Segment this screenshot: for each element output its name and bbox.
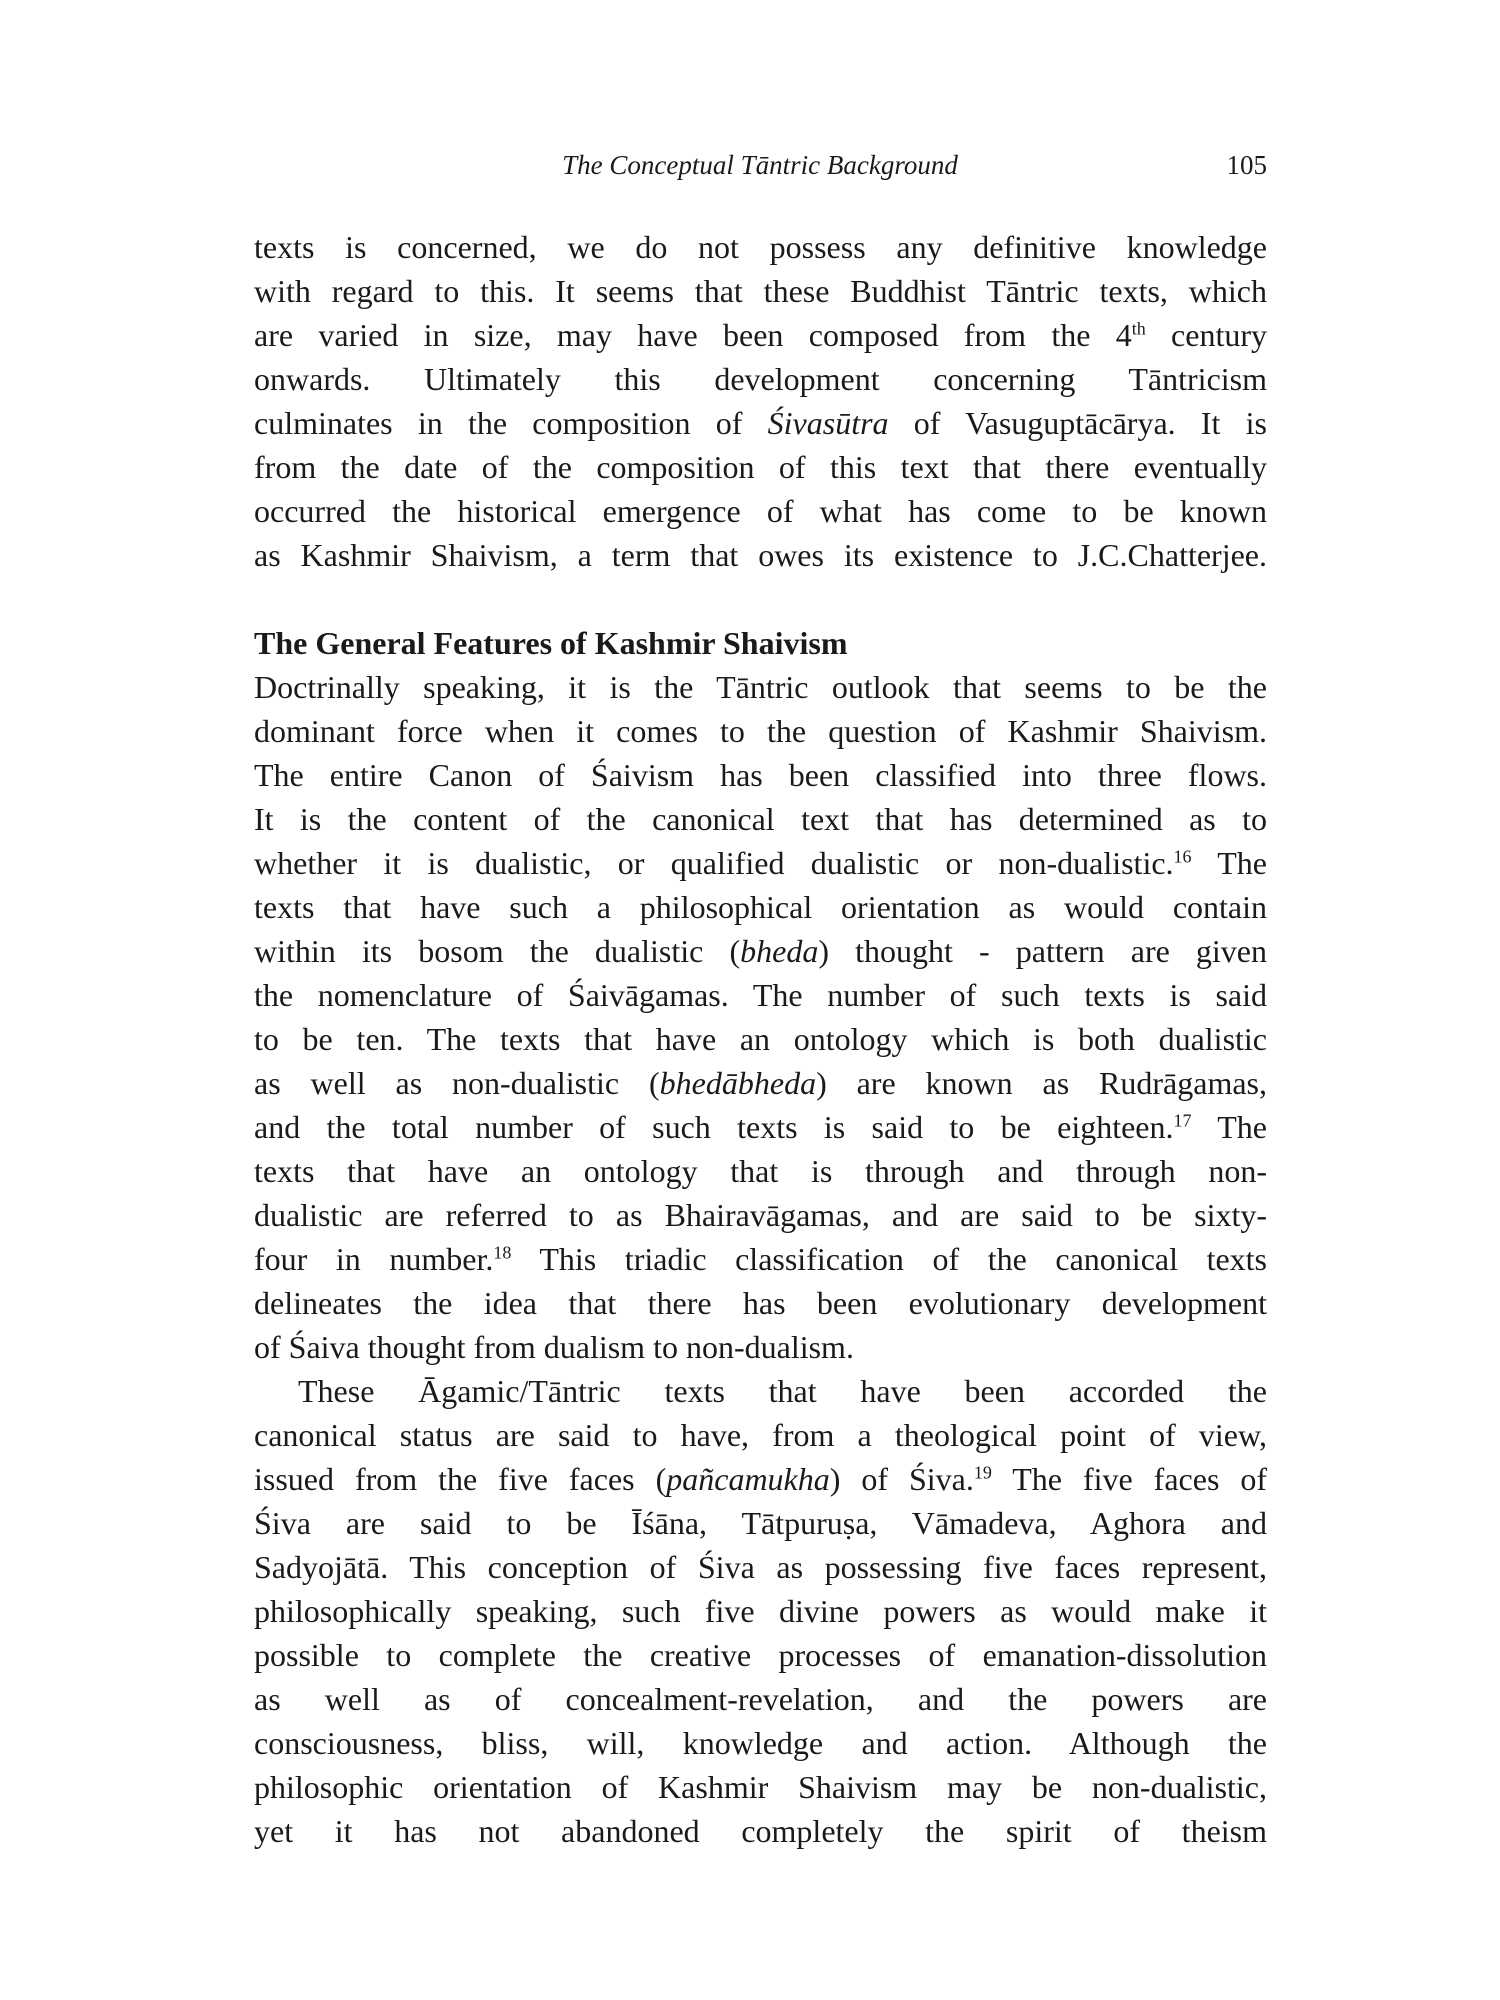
text-segment: culminates in the composition of <box>254 405 768 441</box>
text-segment: four in number. <box>254 1241 494 1277</box>
text-segment: the nomenclature of Śaivāgamas. The number of such texts is said <box>254 977 1267 1013</box>
text-line <box>254 1677 1267 1721</box>
text-line <box>254 1237 1267 1281</box>
text-line <box>254 1105 1267 1149</box>
text-segment: texts is concerned, we do not possess any definitive knowledge <box>254 229 1267 265</box>
text-line <box>254 1501 1267 1545</box>
text-segment: ) of Śiva. <box>829 1461 974 1497</box>
text-segment: to be ten. The texts that have an ontology which is both dualistic <box>254 1021 1267 1057</box>
text-segment: and the total number of such texts is said to be eighteen. <box>254 1109 1174 1145</box>
text-segment: The entire Canon of Śaivism has been classified into three flows. <box>254 757 1267 793</box>
text-segment: possible to complete the creative processes of emanation-dissolution <box>254 1637 1267 1673</box>
text-line <box>254 357 1267 401</box>
text-segment: The <box>1191 1109 1268 1145</box>
text-segment: It is the content of the canonical text that has determined as to <box>254 801 1267 837</box>
text-line <box>254 1545 1267 1589</box>
text-segment: as well as non-dualistic ( <box>254 1065 660 1101</box>
footnote-marker: 18 <box>493 1242 512 1263</box>
text-line <box>254 973 1267 1017</box>
text-line <box>254 1413 1267 1457</box>
text-line <box>254 1061 1267 1105</box>
text-line <box>254 885 1267 929</box>
italic-term: bhedābheda <box>659 1065 817 1101</box>
text-segment: as well as of concealment-revelation, and the powers are <box>254 1681 1267 1717</box>
text-line <box>254 445 1267 489</box>
text-line <box>254 1325 1267 1369</box>
footnote-marker: 16 <box>1173 846 1192 867</box>
text-segment: ) are known as Rudrāgamas, <box>816 1065 1268 1101</box>
text-line <box>254 1149 1267 1193</box>
text-segment: with regard to this. It seems that these Buddhist Tāntric texts, which <box>254 273 1267 309</box>
text-segment: canonical status are said to have, from a theological point of view, <box>254 1417 1267 1453</box>
italic-term: pañcamukha <box>666 1461 830 1497</box>
text-segment: onwards. Ultimately this development concerning Tāntricism <box>254 361 1267 397</box>
text-segment: within its bosom the dualistic ( <box>254 933 741 969</box>
italic-term: bheda <box>740 933 819 969</box>
text-segment: yet it has not abandoned completely the spirit of theism <box>254 1813 1267 1849</box>
text-line <box>254 313 1267 357</box>
text-line <box>254 1721 1267 1765</box>
text-segment: texts that have an ontology that is through and through non- <box>254 1153 1267 1189</box>
text-segment: The General Features of Kashmir Shaivism <box>254 625 848 661</box>
text-line <box>254 1017 1267 1061</box>
text-line <box>254 1633 1267 1677</box>
text-line <box>254 269 1267 313</box>
text-line <box>254 401 1267 445</box>
text-segment: Doctrinally speaking, it is the Tāntric outlook that seems to be the <box>254 669 1267 705</box>
running-header-title: The Conceptual Tāntric Background <box>562 150 958 180</box>
footnote-marker: 19 <box>973 1462 992 1483</box>
text-segment: of Śaiva thought from dualism to non-dualism. <box>254 1329 854 1365</box>
text-segment: philosophically speaking, such five divine powers as would make it <box>254 1593 1267 1629</box>
text-line <box>254 1281 1267 1325</box>
text-line <box>254 577 1267 621</box>
text-line <box>254 665 1267 709</box>
text-segment: The five faces of <box>991 1461 1268 1497</box>
section-heading <box>254 621 1267 665</box>
text-segment: Sadyojātā. This conception of Śiva as possessing five faces represent, <box>254 1549 1267 1585</box>
text-segment: The <box>1191 845 1267 881</box>
text-segment: from the date of the composition of this text that there eventually <box>254 449 1267 485</box>
text-segment: issued from the five faces ( <box>254 1461 667 1497</box>
text-line <box>254 841 1267 885</box>
text-segment: century <box>1145 317 1268 353</box>
text-segment: ) thought - pattern are given <box>818 933 1268 969</box>
text-line <box>254 797 1267 841</box>
text-line <box>254 1193 1267 1237</box>
text-line <box>254 1457 1267 1501</box>
text-segment: These Āgamic/Tāntric texts that have been accorded the <box>298 1373 1267 1409</box>
text-line <box>254 1809 1267 1853</box>
text-segment: Śiva are said to be Īśāna, Tātpuruṣa, Vāmadeva, Aghora and <box>254 1505 1267 1541</box>
text-segment: of Vasuguptācārya. It is <box>888 405 1268 441</box>
text-segment: dualistic are referred to as Bhairavāgamas, and are said to be sixty- <box>254 1197 1267 1233</box>
footnote-marker: th <box>1131 318 1146 339</box>
text-line <box>254 533 1267 577</box>
text-segment: are varied in size, may have been composed from the 4 <box>254 317 1132 353</box>
text-segment: as Kashmir Shaivism, a term that owes its existence to J.C.Chatterjee. <box>254 537 1267 573</box>
text-segment: whether it is dualistic, or qualified dualistic or non-dualistic. <box>254 845 1174 881</box>
text-segment: texts that have such a philosophical orientation as would contain <box>254 889 1267 925</box>
text-line <box>254 753 1267 797</box>
text-line <box>254 929 1267 973</box>
text-line <box>254 709 1267 753</box>
footnote-marker: 17 <box>1173 1110 1192 1131</box>
text-line <box>254 1369 1267 1413</box>
text-line <box>254 1765 1267 1809</box>
text-segment: consciousness, bliss, will, knowledge and action. Although the <box>254 1725 1267 1761</box>
text-segment: philosophic orientation of Kashmir Shaivism may be non-dualistic, <box>254 1769 1267 1805</box>
italic-term: Śivasūtra <box>767 405 889 441</box>
text-segment: dominant force when it comes to the question of Kashmir Shaivism. <box>254 713 1267 749</box>
text-segment: This triadic classification of the canonical texts <box>511 1241 1268 1277</box>
page-number: 105 <box>1226 150 1267 180</box>
text-segment: delineates the idea that there has been evolutionary development <box>254 1285 1267 1321</box>
text-line <box>254 225 1267 269</box>
text-line <box>254 1589 1267 1633</box>
text-segment: occurred the historical emergence of what has come to be known <box>254 493 1267 529</box>
body-text <box>254 225 1267 1853</box>
text-line <box>254 489 1267 533</box>
